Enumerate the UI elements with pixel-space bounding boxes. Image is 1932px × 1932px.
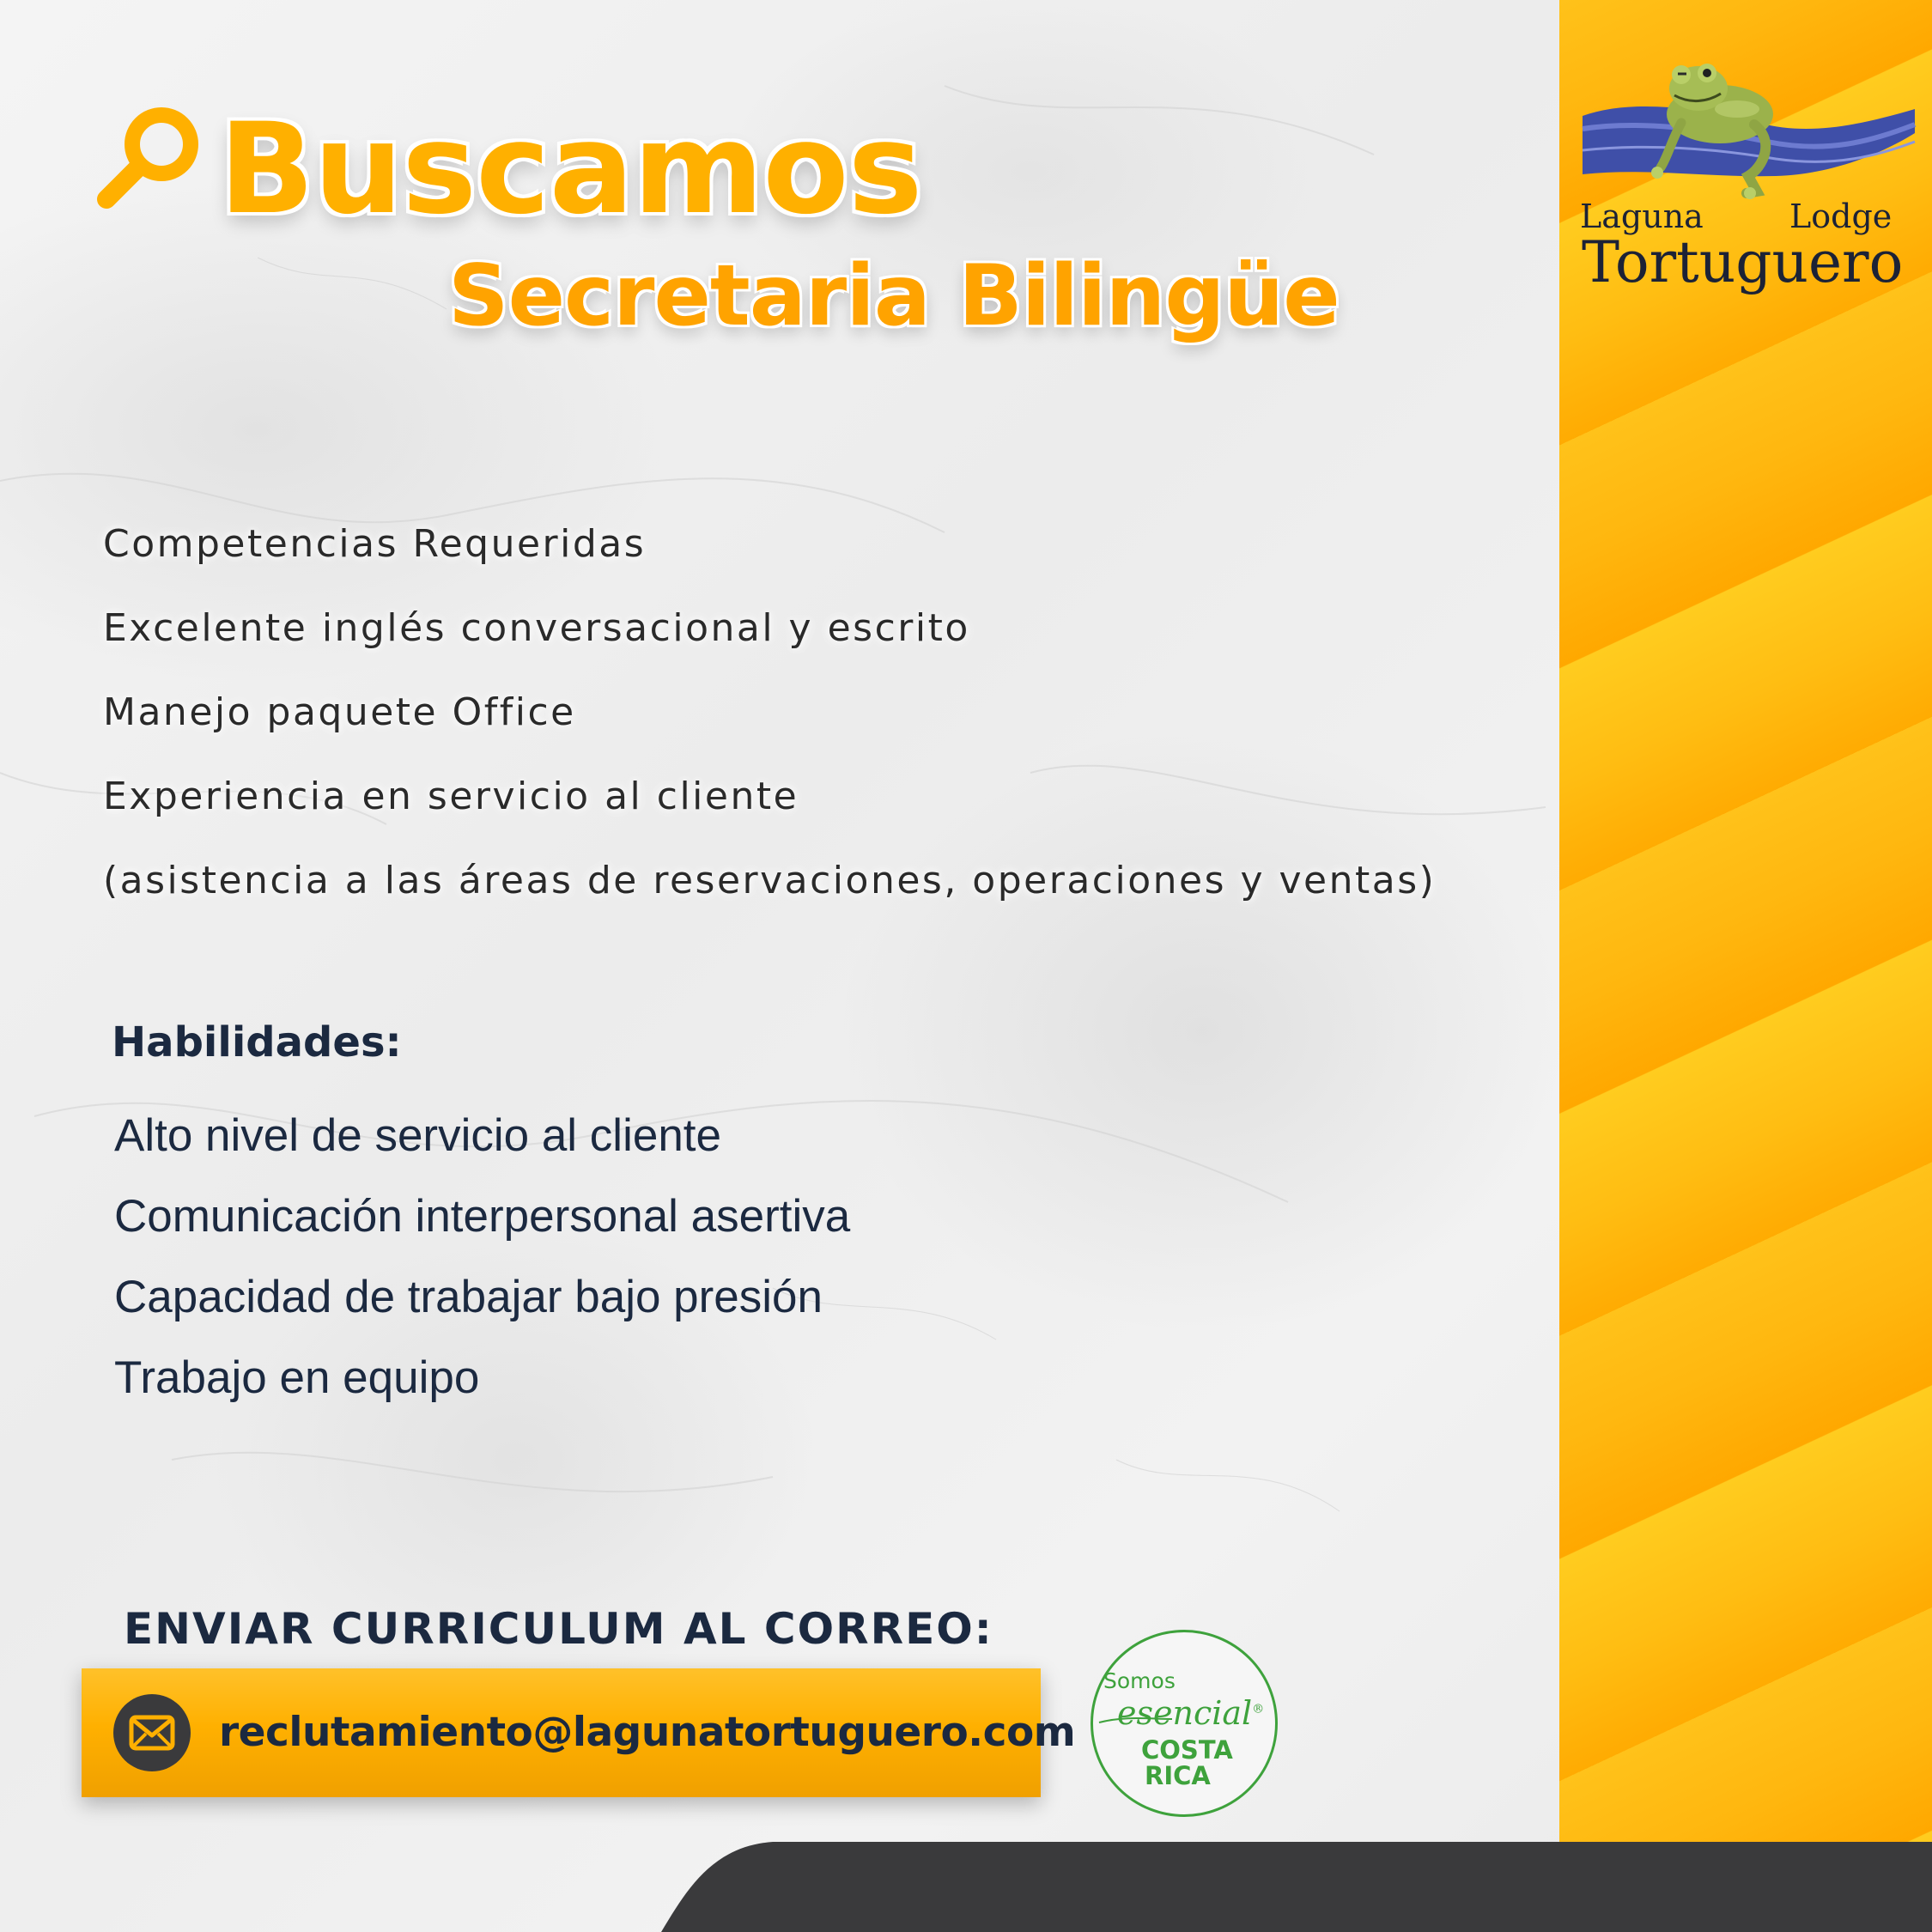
mail-icon-badge [113, 1694, 191, 1771]
logo-word-tortuguero: Tortuguero [1582, 229, 1904, 295]
skill-item: Alto nivel de servicio al cliente [114, 1110, 722, 1161]
badge-esencial-text: esencial [1117, 1694, 1253, 1732]
skill-item: Trabajo en equipo [114, 1352, 480, 1403]
send-cv-label: ENVIAR CURRICULUM AL CORREO: [124, 1604, 993, 1654]
laguna-lodge-logo[interactable] [1578, 47, 1922, 305]
email-address-link[interactable]: reclutamiento@lagunatortuguero.com [219, 1709, 1076, 1756]
registered-mark: ® [1252, 1702, 1265, 1716]
page-title: Buscamos [219, 96, 922, 242]
competencia-item: Manejo paquete Office [103, 690, 576, 734]
competencia-item: Experiencia en servicio al cliente [103, 775, 799, 818]
competencias-heading: Competencias Requeridas [103, 522, 647, 566]
email-banner[interactable] [82, 1668, 1076, 1797]
competencia-item: (asistencia a las áreas de reservaciones, operaciones y ventas) [103, 859, 1437, 902]
badge-costa: COSTA [1141, 1735, 1233, 1765]
mail-icon [129, 1715, 175, 1751]
job-title: Secretaria Bilingüe [448, 247, 1340, 345]
skill-item: Capacidad de trabajar bajo presión [114, 1272, 823, 1322]
habilidades-heading: Habilidades: [112, 1018, 402, 1066]
esencial-costa-rica-badge [1091, 1630, 1278, 1817]
logo-word-lodge: Lodge [1789, 197, 1893, 235]
skill-item: Comunicación interpersonal asertiva [114, 1191, 851, 1242]
badge-somos: Somos [1103, 1668, 1176, 1693]
bottom-dark-band [0, 1838, 1932, 1932]
competencia-item: Excelente inglés conversacional y escrito [103, 606, 970, 650]
frog-on-leaf-illustration [1578, 47, 1922, 219]
search-icon [93, 101, 204, 213]
badge-rica: RICA [1145, 1761, 1211, 1790]
logo-word-laguna: Laguna [1580, 197, 1704, 235]
